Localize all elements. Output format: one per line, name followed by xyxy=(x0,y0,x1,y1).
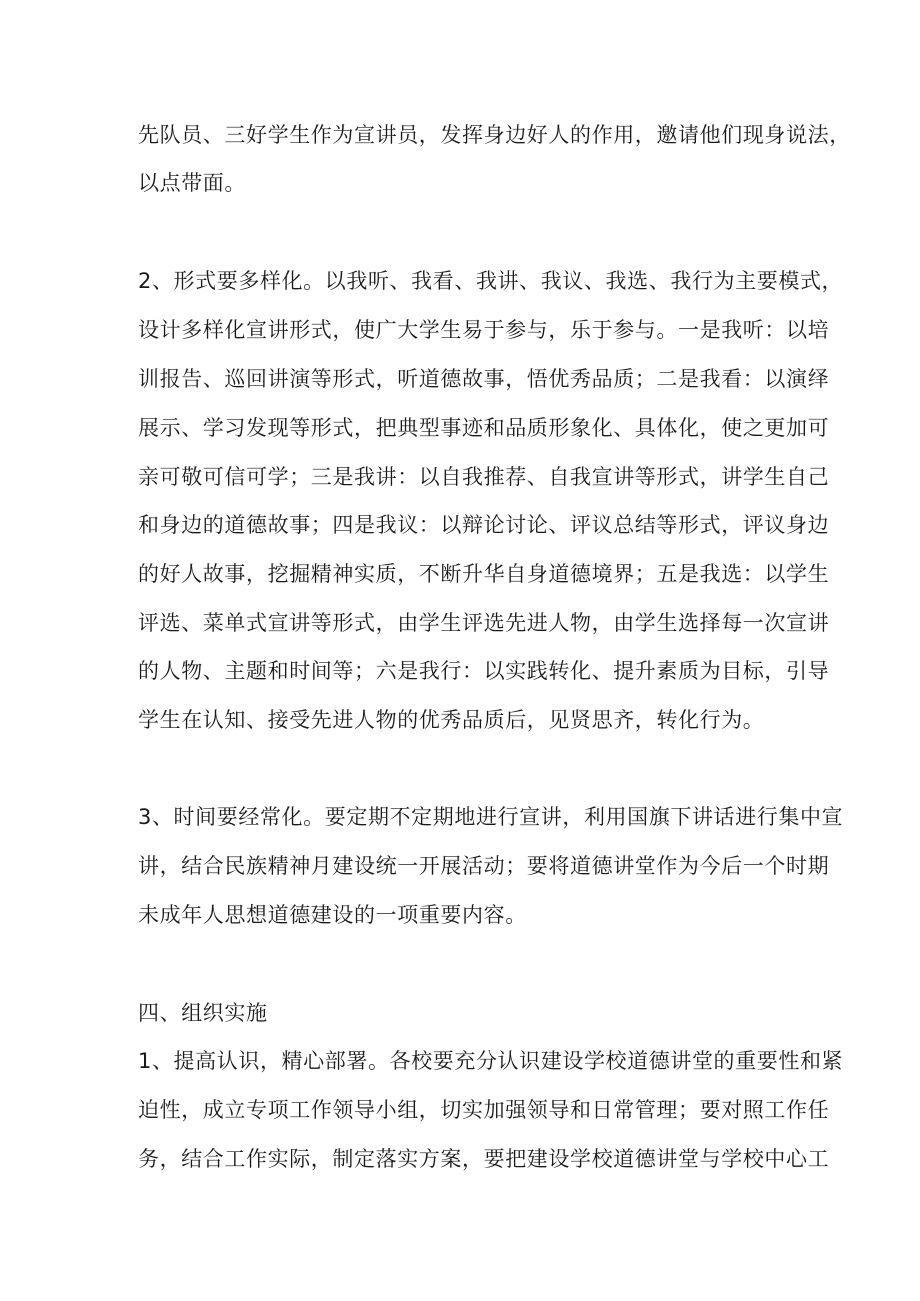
text-line: 1、提高认识，精心部署。各校要充分认识建设学校道德讲堂的重要性和紧 xyxy=(138,1049,844,1073)
text-line: 的人物、主题和时间等；六是我行：以实践转化、提升素质为目标，引导 xyxy=(138,659,830,683)
text-line: 迫性，成立专项工作领导小组，切实加强领导和日常管理；要对照工作任 xyxy=(138,1098,830,1122)
text-line: 2、形式要多样化。以我听、我看、我讲、我议、我选、我行为主要模式， xyxy=(138,269,844,293)
text-line: 亲可敬可信可学；三是我讲：以自我推荐、自我宣讲等形式，讲学生自己 xyxy=(138,465,830,489)
text-line: 3、时间要经常化。要定期不定期地进行宣讲，利用国旗下讲话进行集中宣 xyxy=(138,805,844,829)
section-heading: 四、组织实施 xyxy=(138,1001,268,1025)
text-line: 评选、菜单式宣讲等形式，由学生评选先进人物，由学生选择每一次宣讲 xyxy=(138,611,830,635)
text-line: 先队员、三好学生作为宣讲员，发挥身边好人的作用，邀请他们现身说法， xyxy=(138,123,851,147)
text-line: 训报告、巡回讲演等形式，听道德故事，悟优秀品质；二是我看：以演绎 xyxy=(138,367,830,391)
text-line: 学生在认知、接受先进人物的优秀品质后，见贤思齐，转化行为。 xyxy=(138,708,765,732)
text-line: 和身边的道德故事；四是我议：以辩论讨论、评议总结等形式，评议身边 xyxy=(138,513,830,537)
text-line: 展示、学习发现等形式，把典型事迹和品质形象化、具体化，使之更加可 xyxy=(138,416,830,440)
text-line: 讲，结合民族精神月建设统一开展活动；要将道德讲堂作为今后一个时期 xyxy=(138,854,830,878)
text-line: 以点带面。 xyxy=(138,171,246,195)
text-line: 务，结合工作实际，制定落实方案，要把建设学校道德讲堂与学校中心工 xyxy=(138,1147,830,1171)
text-line: 的好人故事，挖掘精神实质，不断升华自身道德境界；五是我选：以学生 xyxy=(138,562,830,586)
text-line: 未成年人思想道德建设的一项重要内容。 xyxy=(138,903,527,927)
text-line: 设计多样化宣讲形式，使广大学生易于参与，乐于参与。一是我听：以培 xyxy=(138,318,830,342)
